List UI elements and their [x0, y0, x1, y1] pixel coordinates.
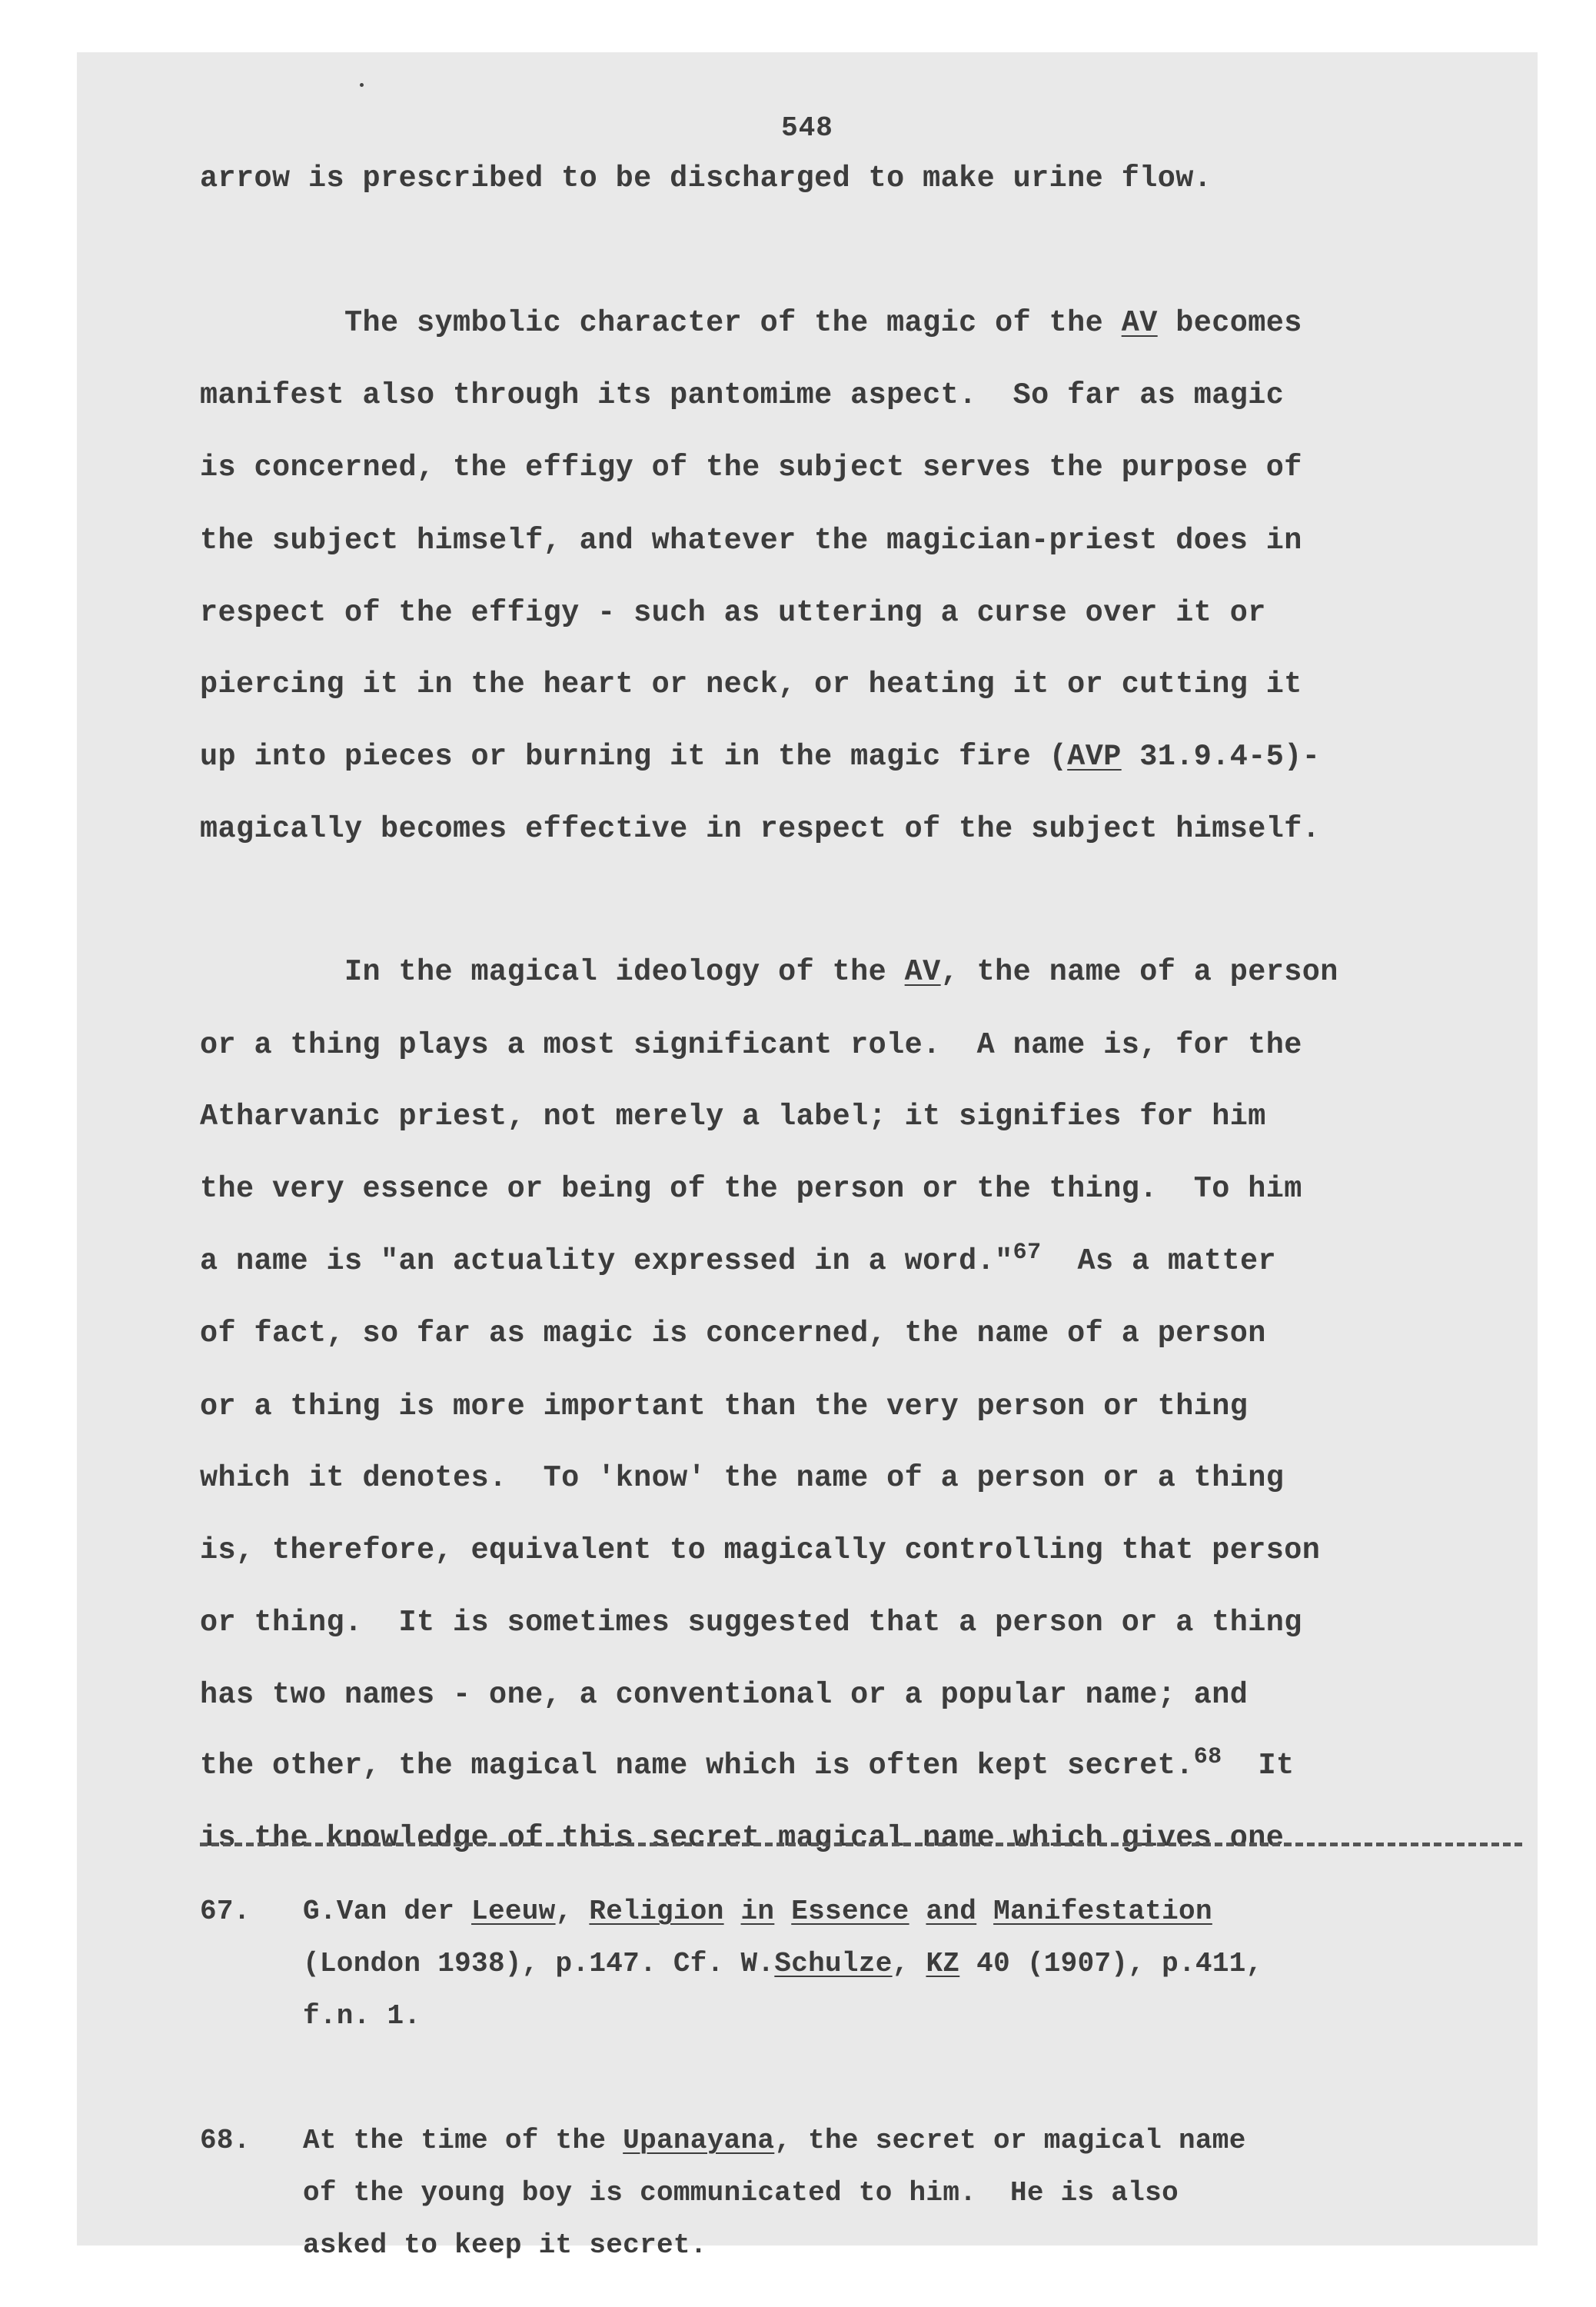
text-line	[200, 667, 1302, 702]
scan-speck	[360, 83, 364, 87]
footnote-number: 68.	[200, 2125, 251, 2156]
footnote-line	[303, 2126, 1246, 2156]
text-run: 40 (1907), p.411,	[959, 1948, 1263, 1979]
text-run: arrow is prescribed to be discharged to make urine flow.	[200, 161, 1212, 195]
footnote-line	[303, 2001, 421, 2032]
text-line	[200, 1171, 1302, 1207]
text-run: or a thing plays a most significant role. A name is, for the	[200, 1028, 1302, 1062]
text-run: ,	[555, 1896, 590, 1927]
text-run: or thing. It is sometimes suggested that a person or a thing	[200, 1606, 1302, 1640]
underlined-term: and	[926, 1896, 977, 1927]
underlined-term: KZ	[926, 1948, 960, 1979]
text-run: a name is "an actuality expressed in a word."	[200, 1244, 1013, 1278]
text-run: asked to keep it secret.	[303, 2229, 707, 2261]
text-line	[200, 378, 1284, 413]
footnote-line	[303, 2230, 707, 2261]
text-line	[200, 739, 1320, 774]
underlined-term: AV	[904, 955, 941, 989]
text-line	[200, 1099, 1266, 1134]
text-run: ,	[892, 1948, 926, 1979]
underlined-term: Schulze	[774, 1948, 893, 1979]
text-run: piercing it in the heart or neck, or heating it or cutting it	[200, 667, 1302, 701]
underlined-term: Religion	[589, 1896, 724, 1927]
text-run: is, therefore, equivalent to magically controlling that person	[200, 1533, 1321, 1567]
text-line	[200, 450, 1302, 485]
text-run	[909, 1896, 926, 1927]
text-line	[200, 811, 1320, 847]
footnote-number: 67.	[200, 1896, 251, 1927]
text-run: of the young boy is communicated to him. He is also	[303, 2177, 1179, 2209]
text-line	[200, 523, 1302, 558]
text-run: At the time of the	[303, 2125, 623, 2156]
text-run: which it denotes. To 'know' the name of a person or a thing	[200, 1461, 1285, 1495]
text-run: is concerned, the effigy of the subject serves the purpose of	[200, 451, 1302, 484]
text-line	[200, 1027, 1302, 1063]
underlined-term: in	[740, 1896, 775, 1927]
text-run: , the name of a person	[940, 955, 1338, 989]
underlined-term: AV	[1121, 306, 1158, 340]
text-line	[200, 1533, 1320, 1568]
footnote-ref: 68	[1193, 1744, 1222, 1770]
underlined-term: Upanayana	[623, 2125, 775, 2156]
text-run: the subject himself, and whatever the magician-priest does in	[200, 524, 1302, 558]
underlined-term: Leeuw	[471, 1896, 556, 1927]
text-line	[200, 1605, 1302, 1640]
text-run: the very essence or being of the person or the thing. To him	[200, 1172, 1302, 1206]
text-run: is the knowledge of this secret magical name which gives one	[200, 1821, 1285, 1855]
text-run: (London 1938), p.147. Cf. W.	[303, 1948, 775, 1979]
text-run: becomes	[1157, 306, 1302, 340]
text-line	[200, 1389, 1248, 1424]
text-line	[200, 1677, 1248, 1713]
text-run: has two names - one, a conventional or a popular name; and	[200, 1678, 1249, 1712]
text-line	[200, 1820, 1284, 1856]
text-run: G.Van der	[303, 1896, 472, 1927]
footnote-line	[303, 1896, 1212, 1927]
underlined-term: Essence	[791, 1896, 909, 1927]
text-run: manifest also through its pantomime aspect. So far as magic	[200, 378, 1285, 412]
text-run: The symbolic character of the magic of the	[200, 306, 1122, 340]
text-run: up into pieces or burning it in the magic fire (	[200, 740, 1068, 774]
underlined-term: Manifestation	[993, 1896, 1212, 1927]
text-run: magically becomes effective in respect of the subject himself.	[200, 812, 1321, 846]
text-run: respect of the effigy - such as uttering a curse over it or	[200, 596, 1266, 630]
text-run	[724, 1896, 741, 1927]
footnote-line	[303, 2178, 1179, 2209]
footnote-divider	[200, 1843, 1522, 1846]
text-line	[200, 305, 1302, 341]
footnote-line	[303, 1949, 1263, 1979]
text-run: f.n. 1.	[303, 2000, 421, 2032]
text-line	[200, 161, 1212, 196]
text-run: , the secret or magical name	[774, 2125, 1246, 2156]
text-line	[200, 1744, 1295, 1783]
page-number: 548	[781, 112, 833, 144]
text-run: It	[1222, 1749, 1295, 1783]
text-run: 31.9.4-5)-	[1121, 740, 1321, 774]
text-line	[200, 1316, 1266, 1351]
text-run: of fact, so far as magic is concerned, the name of a person	[200, 1317, 1266, 1350]
text-run: the other, the magical name which is often kept secret.	[200, 1749, 1194, 1783]
text-run: Atharvanic priest, not merely a label; it signifies for him	[200, 1100, 1266, 1134]
underlined-term: AVP	[1067, 740, 1122, 774]
footnote-ref: 67	[1012, 1240, 1042, 1266]
text-line	[200, 1460, 1284, 1496]
text-run: In the magical ideology of the	[200, 955, 905, 989]
text-line	[200, 1240, 1277, 1279]
text-run: or a thing is more important than the very person or thing	[200, 1390, 1249, 1423]
document-page	[77, 52, 1538, 2261]
text-run: As a matter	[1041, 1244, 1277, 1278]
text-line	[200, 595, 1266, 631]
text-run	[774, 1896, 791, 1927]
text-line	[200, 954, 1338, 990]
text-run	[976, 1896, 993, 1927]
